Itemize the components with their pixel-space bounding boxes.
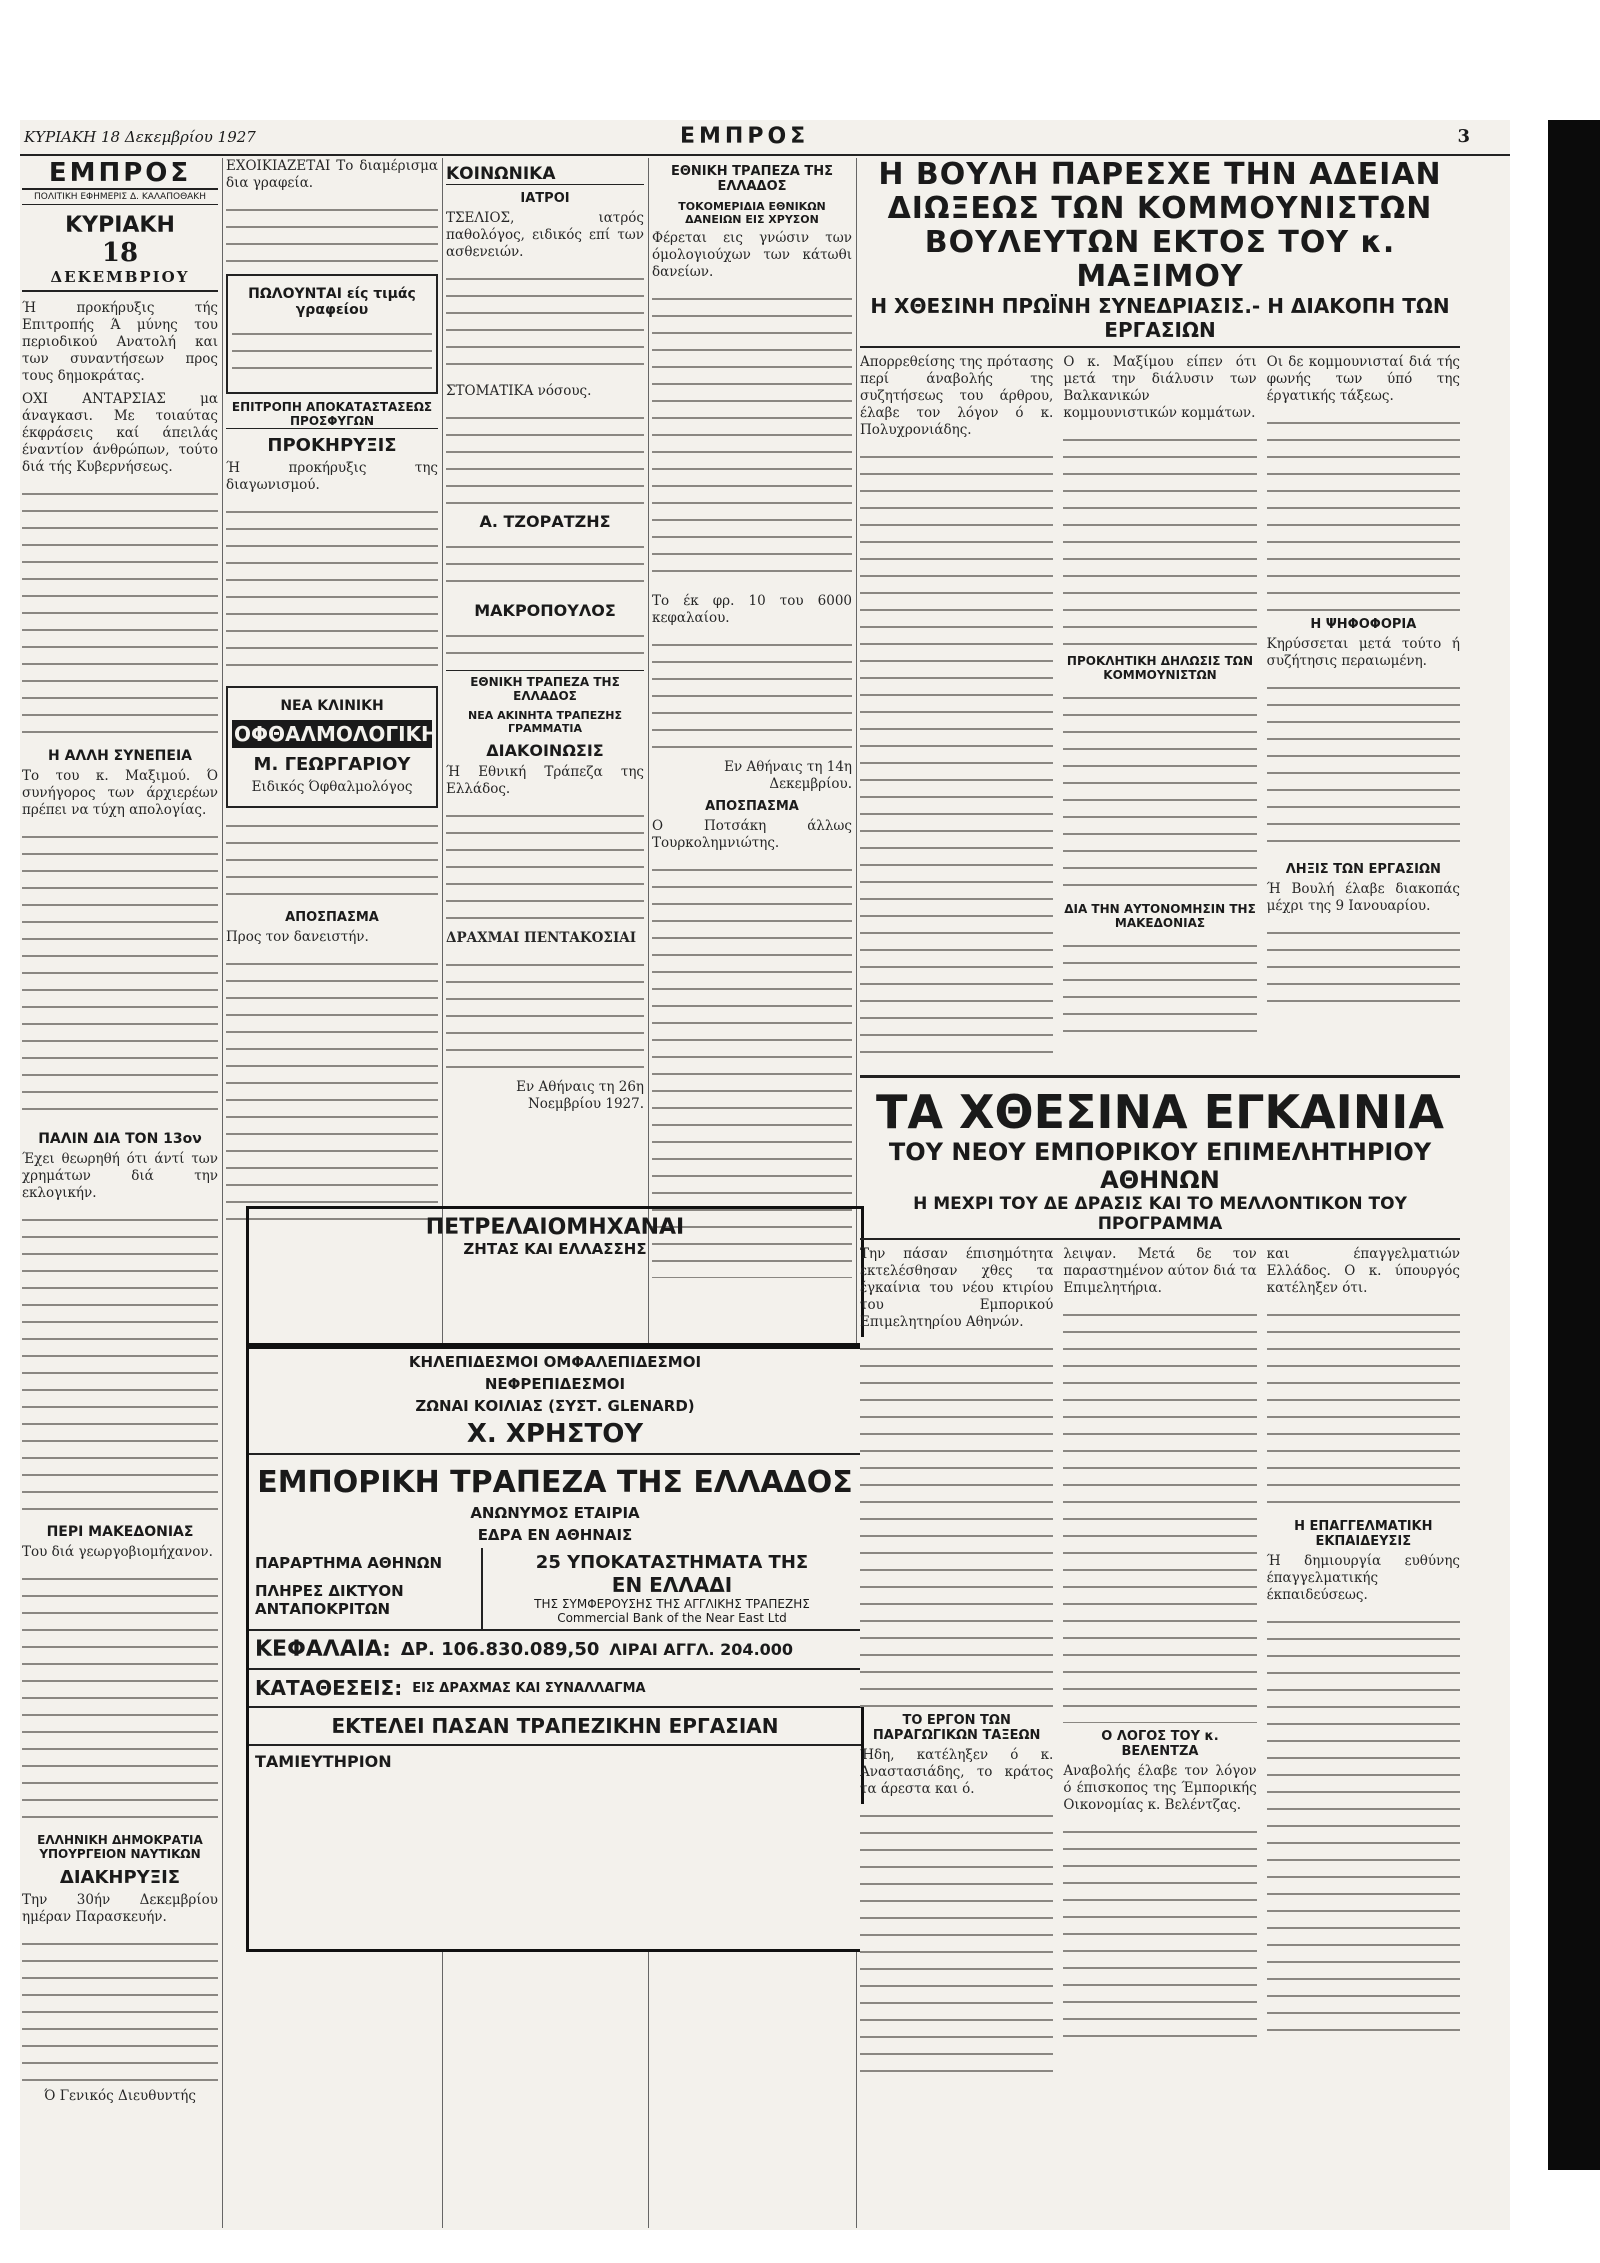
classified-ad [226, 274, 438, 394]
notice-heading: ΕΛΛΗΝΙΚΗ ΔΗΜΟΚΡΑΤΙΑ ΥΠΟΥΡΓΕΙΟΝ ΝΑΥΤΙΚΩΝ [37, 1833, 203, 1861]
article-text: Απορρεθείσης της πρότασης περί άναβολής της συζητήσεως του άρθρου, έλαβε τον λόγον ό κ. Πολυχρονιάδης. [860, 354, 1054, 438]
ad-line: ΖΩΝΑΙ ΚΟΙΛΙΑΣ (ΣΥΣΤ. GLENARD) [415, 1397, 695, 1415]
section-heading: Η ΑΛΛΗ ΣΥΝΕΠΕΙΑ [48, 748, 192, 764]
article-text: ΟΧΙ ΑΝΤΑΡΣΙΑΣ μα άναγκασι. Με τοιαύτας έκφράσεις καί άπειλάς έναντίον άνθρώπων, τούτο διά τής Κυβερνήσεως. [22, 391, 218, 475]
notice-filler [226, 500, 438, 680]
ad-heading: ΟΦΘΑΛΜΟΛΟΓΙΚΗ [234, 722, 438, 746]
second-headline: ΤΑ ΧΘΕΣΙΝΑ ΕΓΚΑΙΝΙΑ [876, 1085, 1444, 1139]
notice-heading: ΕΠΙΤΡΟΠΗ ΑΠΟΚΑΤΑΣΤΑΣΕΩΣ ΠΡΟΣΦΥΓΩΝ [226, 400, 438, 429]
ad-line: ΚΗΛΕΠΙΔΕΣΜΟΙ ΟΜΦΑΛΕΠΙΔΕΣΜΟΙ [408, 1353, 702, 1371]
network-label: ΠΛΗΡΕΣ ΔΙΚΤΥΟΝ ΑΝΤΑΠΟΚΡΙΤΩΝ [255, 1582, 404, 1618]
affiliate-name: Commercial Bank of the Near East Ltd [557, 1611, 787, 1625]
section-heading: ΑΠΟΣΠΑΣΜΑ [705, 799, 799, 814]
section-heading: ΤΟ ΕΡΓΟΝ ΤΩΝ ΠΑΡΑΓΩΓΙΚΩΝ ΤΑΞΕΩΝ [872, 1713, 1041, 1743]
ad-heading: ΠΕΤΡΕΛΑΙΟΜΗΧΑΝΑΙ [425, 1215, 685, 1240]
article-body-filler [1267, 411, 1460, 611]
section-heading: ΠΡΟΚΛΗΤΙΚΗ ΔΗΛΩΣΙΣ ΤΩΝ ΚΟΜΜΟΥΝΙΣΤΩΝ [1066, 654, 1254, 682]
ad-subheading: ΖΗΤΑΣ ΚΑΙ ΕΛΛΑΣΣΗΣ [463, 1240, 647, 1258]
article-text: ΤΣΕΛΙΟΣ, ιατρός παθολόγος, ειδικός επί των ασθενειών. [446, 210, 644, 260]
article-text: Ή προκήρυξις τής Επιτροπής Ά μύνης του περιοδικού Ανατολή και των συναντήσεων προς τους δημοκράτας. [22, 300, 218, 384]
notice-filler [446, 804, 644, 924]
affiliates-label: ΤΗΣ ΣΥΜΦΕΡΟΥΣΗΣ ΤΗΣ ΑΓΓΛΙΚΗΣ ΤΡΑΠΕΖΗΣ [534, 1597, 810, 1611]
top-headline: Η ΒΟΥΛΗ ΠΑΡΕΣΧΕ ΤΗΝ ΑΔΕΙΑΝ ΔΙΩΞΕΩΣ ΤΩΝ ΚΟΜΜΟΥΝΙΣΤΩΝ ΒΟΥΛΕΥΤΩΝ ΕΚΤΟΣ ΤΟΥ κ. ΜΑΞΙΜΟΥ [878, 158, 1442, 294]
ad-heading: ΠΩΛΟΥΝΤΑΙ είς τιμάς γραφείου [248, 286, 416, 318]
scan-edge-bar [1548, 120, 1600, 2170]
article-body-filler [1063, 428, 1256, 648]
column-2 [226, 158, 438, 1228]
branch-count: 25 ΥΠΟΚΑΤΑΣΤΗΜΑΤΑ ΤΗΣ [535, 1552, 809, 1573]
deposits-text: ΕΙΣ ΔΡΑΧΜΑΣ ΚΑΙ ΣΥΝΑΛΛΑΓΜΑ [412, 1680, 646, 1696]
section-heading: ΚΟΙΝΩΝΙΚΑ [446, 164, 644, 185]
article-text: Αναβολής έλαβε τον λόγον ό έπισκοπος της Έμπορικής Οικονομίας κ. Βελέντζας. [1063, 1763, 1257, 1813]
article-body-filler [22, 1208, 218, 1518]
classified-text: ΕΧΟΙΚΙΑΖΕΤΑΙ Το διαμέρισμα δια γραφεία. [226, 158, 438, 191]
article-body-filler [22, 825, 218, 1125]
notice-title: ΔΙΑΚΗΡΥΞΙΣ [59, 1867, 181, 1888]
second-subhead-2: Η ΜΕΧΡΙ ΤΟΥ ΔΕ ΔΡΑΣΙΣ ΚΑΙ ΤΟ ΜΕΛΛΟΝΤΙΚΟΝ ΤΟΥ ΠΡΟΓΡΑΜΜΑ [860, 1194, 1460, 1240]
issue-date: ΚΥΡΙΑΚΗ 18 Δεκεμβρίου 1927 [24, 128, 256, 146]
bank-operations: ΕΚΤΕΛΕΙ ΠΑΣΑΝ ΤΡΑΠΕΖΙΚΗΝ ΕΡΓΑΣΙΑΝ [249, 1706, 861, 1744]
clinic-ad [226, 686, 438, 808]
article-body-filler [1267, 676, 1460, 856]
notice-text: Ή προκήρυξις της διαγωνισμού. [226, 460, 438, 493]
ad-filler [446, 535, 644, 595]
capital-value: ΔΡ. 106.830.089,50 [400, 1639, 600, 1660]
article-body-filler [860, 445, 1053, 1065]
ad-heading: ΜΑΚΡΟΠΟΥΛΟΣ [474, 601, 616, 620]
article-text: Προς τον δανειστήν. [226, 929, 369, 945]
notice-heading: ΕΘΝΙΚΗ ΤΡΑΠΕΖΑ ΤΗΣ ΕΛΛΑΔΟΣ [671, 164, 833, 194]
ad-filler [232, 322, 432, 382]
second-subhead: ΤΟΥ ΝΕΟΥ ΕΜΠΟΡΙΚΟΥ ΕΠΙΜΕΛΗΤΗΡΙΟΥ ΑΘΗΝΩΝ [888, 1138, 1432, 1194]
notice-filler [446, 953, 644, 1073]
ad-text: Ειδικός Όφθαλμολόγος [251, 779, 413, 795]
section-heading: ΑΠΟΣΠΑΣΜΑ [285, 910, 379, 925]
notice-heading: ΕΘΝΙΚΗ ΤΡΑΠΕΖΑ ΤΗΣ ΕΛΛΑΔΟΣ [446, 670, 644, 703]
newspaper-page [20, 120, 1510, 2230]
capital-pounds: ΛΙΡΑΙ ΑΓΓΛ. 204.000 [609, 1640, 794, 1659]
signature: Εν Αθήναις τη 26η Νοεμβρίου 1927. [516, 1079, 644, 1112]
nameplate: ΕΜΠΡΟΣ [22, 158, 218, 190]
section-heading: Η ΨΗΦΟΦΟΡΙΑ [1310, 617, 1417, 632]
article-text: Ο κ. Μαξίμου είπεν ότι μετά την διάλυσιν των Βαλκανικών κομμουνιστικών κομμάτων. [1063, 354, 1257, 421]
top-subhead: Η ΧΘΕΣΙΝΗ ΠΡΩΪΝΗ ΣΥΝΕΔΡΙΑΣΙΣ.- Η ΔΙΑΚΟΠΗ ΤΩΝ ΕΡΓΑΣΙΩΝ [860, 294, 1460, 348]
notice-text: Ή Εθνική Τράπεζα της Ελλάδος. [446, 764, 644, 797]
article-text: και έπαγγελματιών Ελλάδος. Ο κ. ύπουργός κατέληξεν ότι. [1266, 1246, 1460, 1296]
article-text: Το του κ. Μαξιμού. Ό συνήγορος των άρχιερέων πρέπει να τύχη απολογίας. [22, 768, 218, 818]
column-1 [22, 158, 218, 2111]
petroleum-ad [246, 1206, 864, 1346]
section-heading: ΠΕΡΙ ΜΑΚΕΔΟΝΙΑΣ [46, 1524, 194, 1540]
article-body-filler [446, 406, 644, 506]
column-3 [446, 158, 644, 1119]
section-heading: Η ΕΠΑΓΓΕΛΜΑΤΙΚΗ ΕΚΠΑΙΔΕΥΣΙΣ [1294, 1519, 1433, 1549]
header-masthead: ΕΜΠΡΟΣ [680, 124, 810, 149]
article-text: λειψαν. Μετά δε τον παραστημένον αύτον διά τα Επιμελητήρια. [1063, 1246, 1257, 1296]
article-body-filler [22, 482, 218, 742]
article-text: Ή δημιουργία ευθύνης έπαγγελματικής έκπαιδεύσεως. [1266, 1553, 1460, 1603]
article-body-filler [1063, 934, 1256, 1034]
ad-line: ΝΕΦΡΕΠΙΔΕΣΜΟΙ [484, 1375, 626, 1393]
column-4 [652, 158, 852, 1284]
notice-title: ΔΙΑΚΟΙΝΩΣΙΣ [486, 741, 604, 760]
article-text: Οι δε κομμουνισταί διά τής φωνής των ύπό της έργατικής τάξεως. [1266, 354, 1460, 404]
article-body-filler [226, 814, 438, 904]
month: ΔΕΚΕΜΒΡΙΟΥ [22, 268, 218, 292]
section-heading: ΛΗΞΙΣ ΤΩΝ ΕΡΓΑΣΙΩΝ [1285, 862, 1441, 877]
day-number: 18 [101, 238, 139, 268]
notice-text: ΔΡΑΧΜΑΙ ΠΕΝΤΑΚΟΣΙΑΙ [446, 930, 637, 946]
front-stories [860, 158, 1460, 2090]
column-rule [222, 158, 223, 2228]
bank-ad [246, 1346, 864, 1952]
bank-name: ΕΜΠΟΡΙΚΗ ΤΡΑΠΕΖΑ ΤΗΣ ΕΛΛΑΔΟΣ [257, 1465, 853, 1500]
article-body-filler [860, 1804, 1053, 2084]
article-text: Κηρύσσεται μετά τούτο ή συζήτησις περαιωμένη. [1266, 636, 1460, 669]
article-text: Ο Ποτσάκη άλλως Τουρκολημνιώτης. [652, 818, 852, 851]
page-number: 3 [1457, 126, 1470, 147]
article-text: Του διά γεωργοβιομήχανον. [22, 1544, 213, 1560]
classified-filler [226, 198, 438, 268]
article-body-filler [226, 952, 438, 1222]
article-body-filler [1063, 1303, 1256, 1723]
article-body-filler [1063, 686, 1256, 896]
article-body-filler [446, 267, 644, 377]
section-subheading: ΙΑΤΡΟΙ [520, 191, 570, 206]
ad-heading: ΝΕΑ ΚΛΙΝΙΚΗ [280, 698, 384, 714]
article-text: Έχει θεωρηθή ότι άντί των χρημάτων διά την εκλογικήν. [22, 1151, 218, 1201]
ad-heading: Α. ΤΖΟΡΑΤΖΗΣ [479, 512, 611, 531]
article-body-filler [1267, 1303, 1460, 1513]
bank-subtitle: ΕΔΡΑ ΕΝ ΑΘΗΝΑΙΣ [477, 1526, 633, 1544]
notice-filler [652, 633, 852, 753]
ad-line: Χ. ΧΡΗΣΤΟΥ [249, 1419, 861, 1455]
signature: Εν Αθήναις τη 14η Δεκεμβρίου. [724, 759, 852, 792]
notice-filler [652, 287, 852, 587]
notice-subheading: ΝΕΑ ΑΚΙΝΗΤΑ ΤΡΑΠΕΖΗΣ ΓΡΑΜΜΑΤΙΑ [468, 709, 622, 735]
article-text: ΣΤΟΜΑΤΙΚΑ νόσους. [446, 383, 592, 399]
signature: Ό Γενικός Διευθυντής [44, 2088, 196, 2104]
notice-text: Φέρεται εις γνώσιν των όμολογιούχων των κάτωθι δανείων. [652, 230, 852, 280]
nameplate-subtitle: ΠΟΛΙΤΙΚΗ ΕΦΗΜΕΡΙΣ Δ. ΚΑΛΑΠΟΘΑΚΗ [22, 190, 218, 205]
section-heading: ΠΑΛΙΝ ΔΙΑ ΤΟΝ 13ον [38, 1131, 202, 1147]
article-body-filler [22, 1932, 218, 2082]
article-body-filler [1063, 1820, 1256, 2050]
article-body-filler [1267, 1610, 1460, 2040]
page-header [20, 120, 1510, 156]
article-text: Την πάσαν έπισημότητα εκτελέσθησαν χθες τα έγκαίνια του νέου κτιρίου του Εμπορικού Επιμελητηρίου Αθηνών. [860, 1246, 1054, 1330]
notice-text: Την 30ήν Δεκεμβρίου ημέραν Παρασκευήν. [22, 1892, 218, 1925]
article-body-filler [22, 1567, 218, 1827]
capital-label: ΚΕΦΑΛΑΙΑ: [255, 1637, 391, 1662]
branch-location: ΕΝ ΕΛΛΑΔΙ [611, 1573, 733, 1597]
article-text: Ήδη, κατέληξεν ό κ. Αναστασιάδης, το κράτος τα άρεστα και ό. [860, 1747, 1054, 1797]
section-heading: Ο ΛΟΓΟΣ ΤΟΥ κ. ΒΕΛΕΝΤΖΑ [1101, 1729, 1219, 1759]
savings-label: ΤΑΜΙΕΥΤΗΡΙΟΝ [249, 1744, 861, 1777]
article-body-filler [1267, 921, 1460, 1011]
ad-filler [446, 624, 644, 664]
notice-title: ΠΡΟΚΗΡΥΞΙΣ [267, 435, 397, 456]
notice-text: Το έκ φρ. 10 του 6000 κεφαλαίου. [652, 593, 852, 626]
branch-label: ΠΑΡΑΡΤΗΜΑ ΑΘΗΝΩΝ [255, 1554, 443, 1572]
notice-subheading: ΤΟΚΟΜΕΡΙΔΙΑ ΕΘΝΙΚΩΝ ΔΑΝΕΙΩΝ ΕΙΣ ΧΡΥΣΟΝ [678, 200, 826, 226]
ad-heading: Μ. ΓΕΩΡΓΑΡΙΟΥ [253, 754, 411, 775]
weekday: ΚΥΡΙΑΚΗ [65, 213, 175, 238]
deposits-label: ΚΑΤΑΘΕΣΕΙΣ: [255, 1676, 403, 1700]
bank-subtitle: ΑΝΩΝΥΜΟΣ ΕΤΑΙΡΙΑ [470, 1504, 640, 1522]
section-heading: ΔΙΑ ΤΗΝ ΑΥΤΟΝΟΜΗΣΙΝ ΤΗΣ ΜΑΚΕΔΟΝΙΑΣ [1064, 902, 1256, 930]
article-text: Ή Βουλή έλαβε διακοπάς μέχρι της 9 Ιανουαρίου. [1266, 881, 1460, 914]
article-body-filler [860, 1337, 1053, 1707]
